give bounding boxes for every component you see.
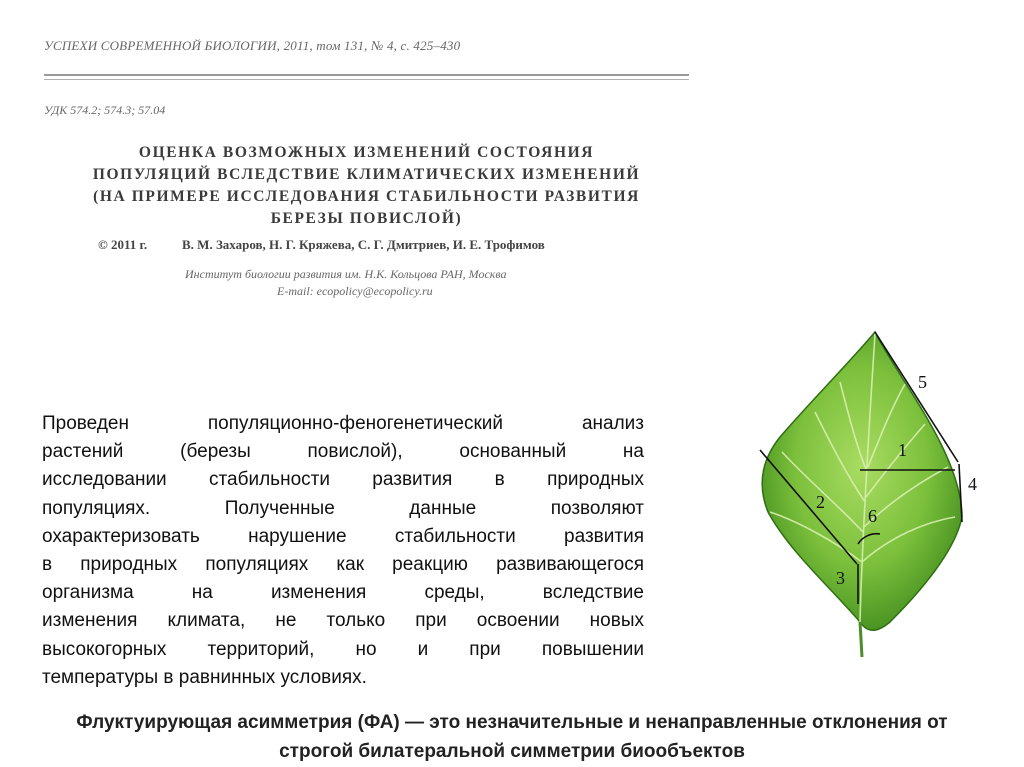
abstract-line: высокогорных территорий, но и при повышении [42,638,644,660]
abstract-line: популяциях. Полученные данные позволяют [42,497,644,519]
affiliation [185,266,507,300]
journal-citation: УСПЕХИ СОВРЕМЕННОЙ БИОЛОГИИ, 2011, том 131, № 4, с. 425–430 [44,38,461,53]
abstract-line: температуры в равнинных условиях. [42,666,367,688]
header-rule-thin [44,79,689,80]
measure-label: 3 [836,568,845,588]
paper-title-line: ОЦЕНКА ВОЗМОЖНЫХ ИЗМЕНЕНИЙ СОСТОЯНИЯ [138,144,595,161]
institute: Институт биологии развития им. Н.К. Кольцова РАН, Москва [185,267,507,281]
paper-title-line: (НА ПРИМЕРЕ ИССЛЕДОВАНИЯ СТАБИЛЬНОСТИ РАЗВИТИЯ [93,188,640,205]
abstract-line: исследовании стабильности развития в природных [42,469,644,491]
measure-label: 2 [816,492,825,512]
abstract-line: Проведен популяционно-феногенетический анализ [42,413,644,434]
authors: В. М. Захаров, Н. Г. Кряжева, С. Г. Дмитриев, И. Е. Трофимов [182,237,545,252]
birch-leaf-diagram [740,322,990,662]
measure-label: 4 [968,474,977,494]
leaf-stem [860,622,862,657]
paper-title-line: ПОПУЛЯЦИЙ ВСЛЕДСТВИЕ КЛИМАТИЧЕСКИХ ИЗМЕНЕНИЙ [92,166,641,183]
email: E-mail: ecopolicy@ecopolicy.ru [277,284,433,298]
copyright: © 2011 г. [98,237,148,252]
abstract-line: изменения климата, не только при освоении новых [42,610,644,632]
header-rule [44,74,689,76]
paper-title-line: БЕРЕЗЫ ПОВИСЛОЙ) [270,210,463,227]
caption-line: Флуктуирующая асимметрия (ФА) — это незначительные и ненаправленные отклонения от [76,712,948,733]
leaf-blade [762,332,962,630]
abstract-line: организма на изменения среды, вследствие [42,582,644,604]
abstract-line: в природных популяциях как реакцию развивающегося [42,554,644,576]
abstract-line: растений (березы повислой), основанный на [42,441,644,463]
paper-title [44,142,689,230]
abstract-text [42,410,644,692]
measure-label: 5 [918,372,927,392]
udk-code: УДК 574.2; 574.3; 57.04 [44,103,166,117]
caption [0,708,1024,766]
caption-line: строгой билатеральной симметрии биообъектов [279,741,745,762]
measure-label: 6 [868,506,877,526]
measure-label: 1 [898,440,907,460]
abstract-line: охарактеризовать нарушение стабильности развития [42,525,644,547]
